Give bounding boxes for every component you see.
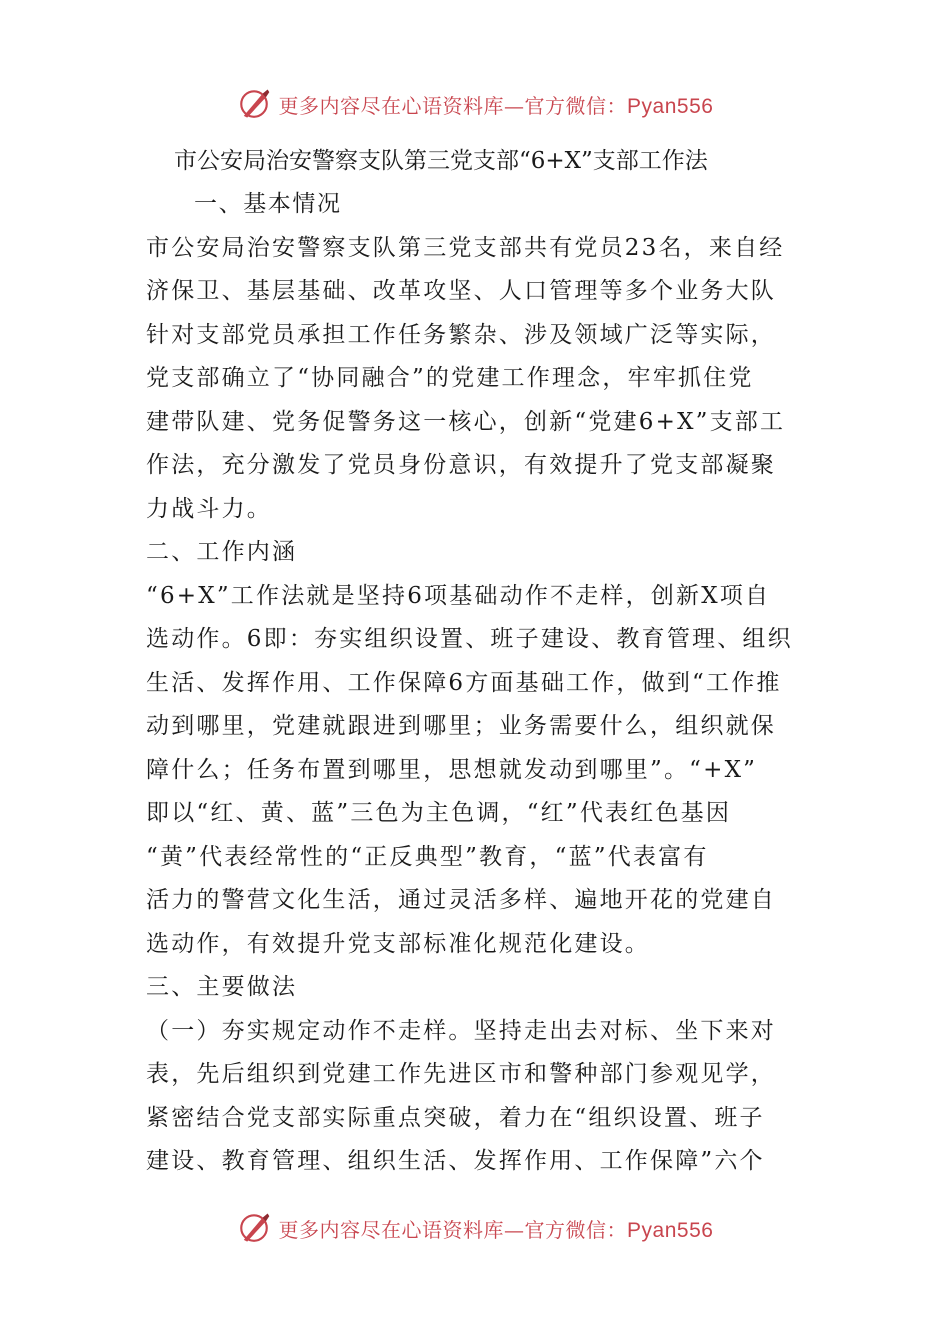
pen-logo-icon: [237, 87, 271, 121]
section-heading-2: 二、工作内涵: [146, 539, 298, 565]
paragraph-line: 生活、发挥作用、工作保障6方面基础工作，做到“工作推: [146, 669, 782, 696]
watermark-header: [0, 82, 950, 126]
paragraph-line: 针对支部党员承担工作任务繁杂、涉及领域广泛等实际，: [146, 321, 776, 348]
section-heading-1: 一、基本情况: [194, 191, 342, 217]
paragraph-line: 活力的警营文化生活，通过灵活多样、遍地开花的党建自: [146, 887, 776, 913]
watermark-text: 更多内容尽在心语资料库—官方微信：Pyan556: [278, 93, 714, 118]
paragraph-line: 建设、教育管理、组织生活、发挥作用、工作保障”六个: [146, 1148, 765, 1174]
pen-logo-icon: [237, 1211, 271, 1245]
paragraph-line: “黄”代表经常性的“正反典型”教育，“蓝”代表富有: [146, 843, 709, 870]
section-heading-3: 三、主要做法: [146, 974, 298, 1000]
paragraph-line: 选动作。6即：夯实组织设置、班子建设、教育管理、组织: [146, 626, 793, 652]
paragraph-line: 即以“红、黄、蓝”三色为主色调，“红”代表红色基因: [146, 800, 732, 826]
paragraph-line: 障什么；任务布置到哪里，思想就发动到哪里”。“+X”: [146, 756, 758, 783]
paragraph-line: 选动作，有效提升党支部标准化规范化建设。: [146, 930, 650, 957]
paragraph-line: 动到哪里，党建就跟进到哪里；业务需要什么，组织就保: [146, 713, 776, 739]
document-title: 市公安局治安警察支队第三党支部“6+X”支部工作法: [174, 148, 708, 174]
paragraph-line: 紧密结合党支部实际重点突破，着力在“组织设置、班子: [146, 1104, 765, 1131]
watermark-text: 更多内容尽在心语资料库—官方微信：Pyan556: [278, 1217, 714, 1242]
watermark-footer: [0, 1206, 950, 1250]
paragraph-line: 建带队建、党务促警务这一核心，创新“党建6+X”支部工: [146, 408, 786, 435]
paragraph-line: 济保卫、基层基础、改革攻坚、人口管理等多个业务大队: [146, 278, 776, 304]
paragraph-line: 党支部确立了“协同融合”的党建工作理念，牢牢抓住党: [146, 365, 754, 391]
document-body: [146, 140, 810, 1184]
paragraph-line: 市公安局治安警察支队第三党支部共有党员23名，来自经: [146, 234, 785, 261]
paragraph-line: 作法，充分激发了党员身份意识，有效提升了党支部凝聚: [146, 452, 776, 478]
paragraph-line: 力战斗力。: [146, 495, 272, 522]
paragraph-line: （一）夯实规定动作不走样。坚持走出去对标、坐下来对: [146, 1017, 776, 1044]
paragraph-line: “6+X”工作法就是坚持6项基础动作不走样，创新X项自: [146, 582, 771, 609]
paragraph-line: 表，先后组织到党建工作先进区市和警种部门参观见学，: [146, 1061, 776, 1087]
